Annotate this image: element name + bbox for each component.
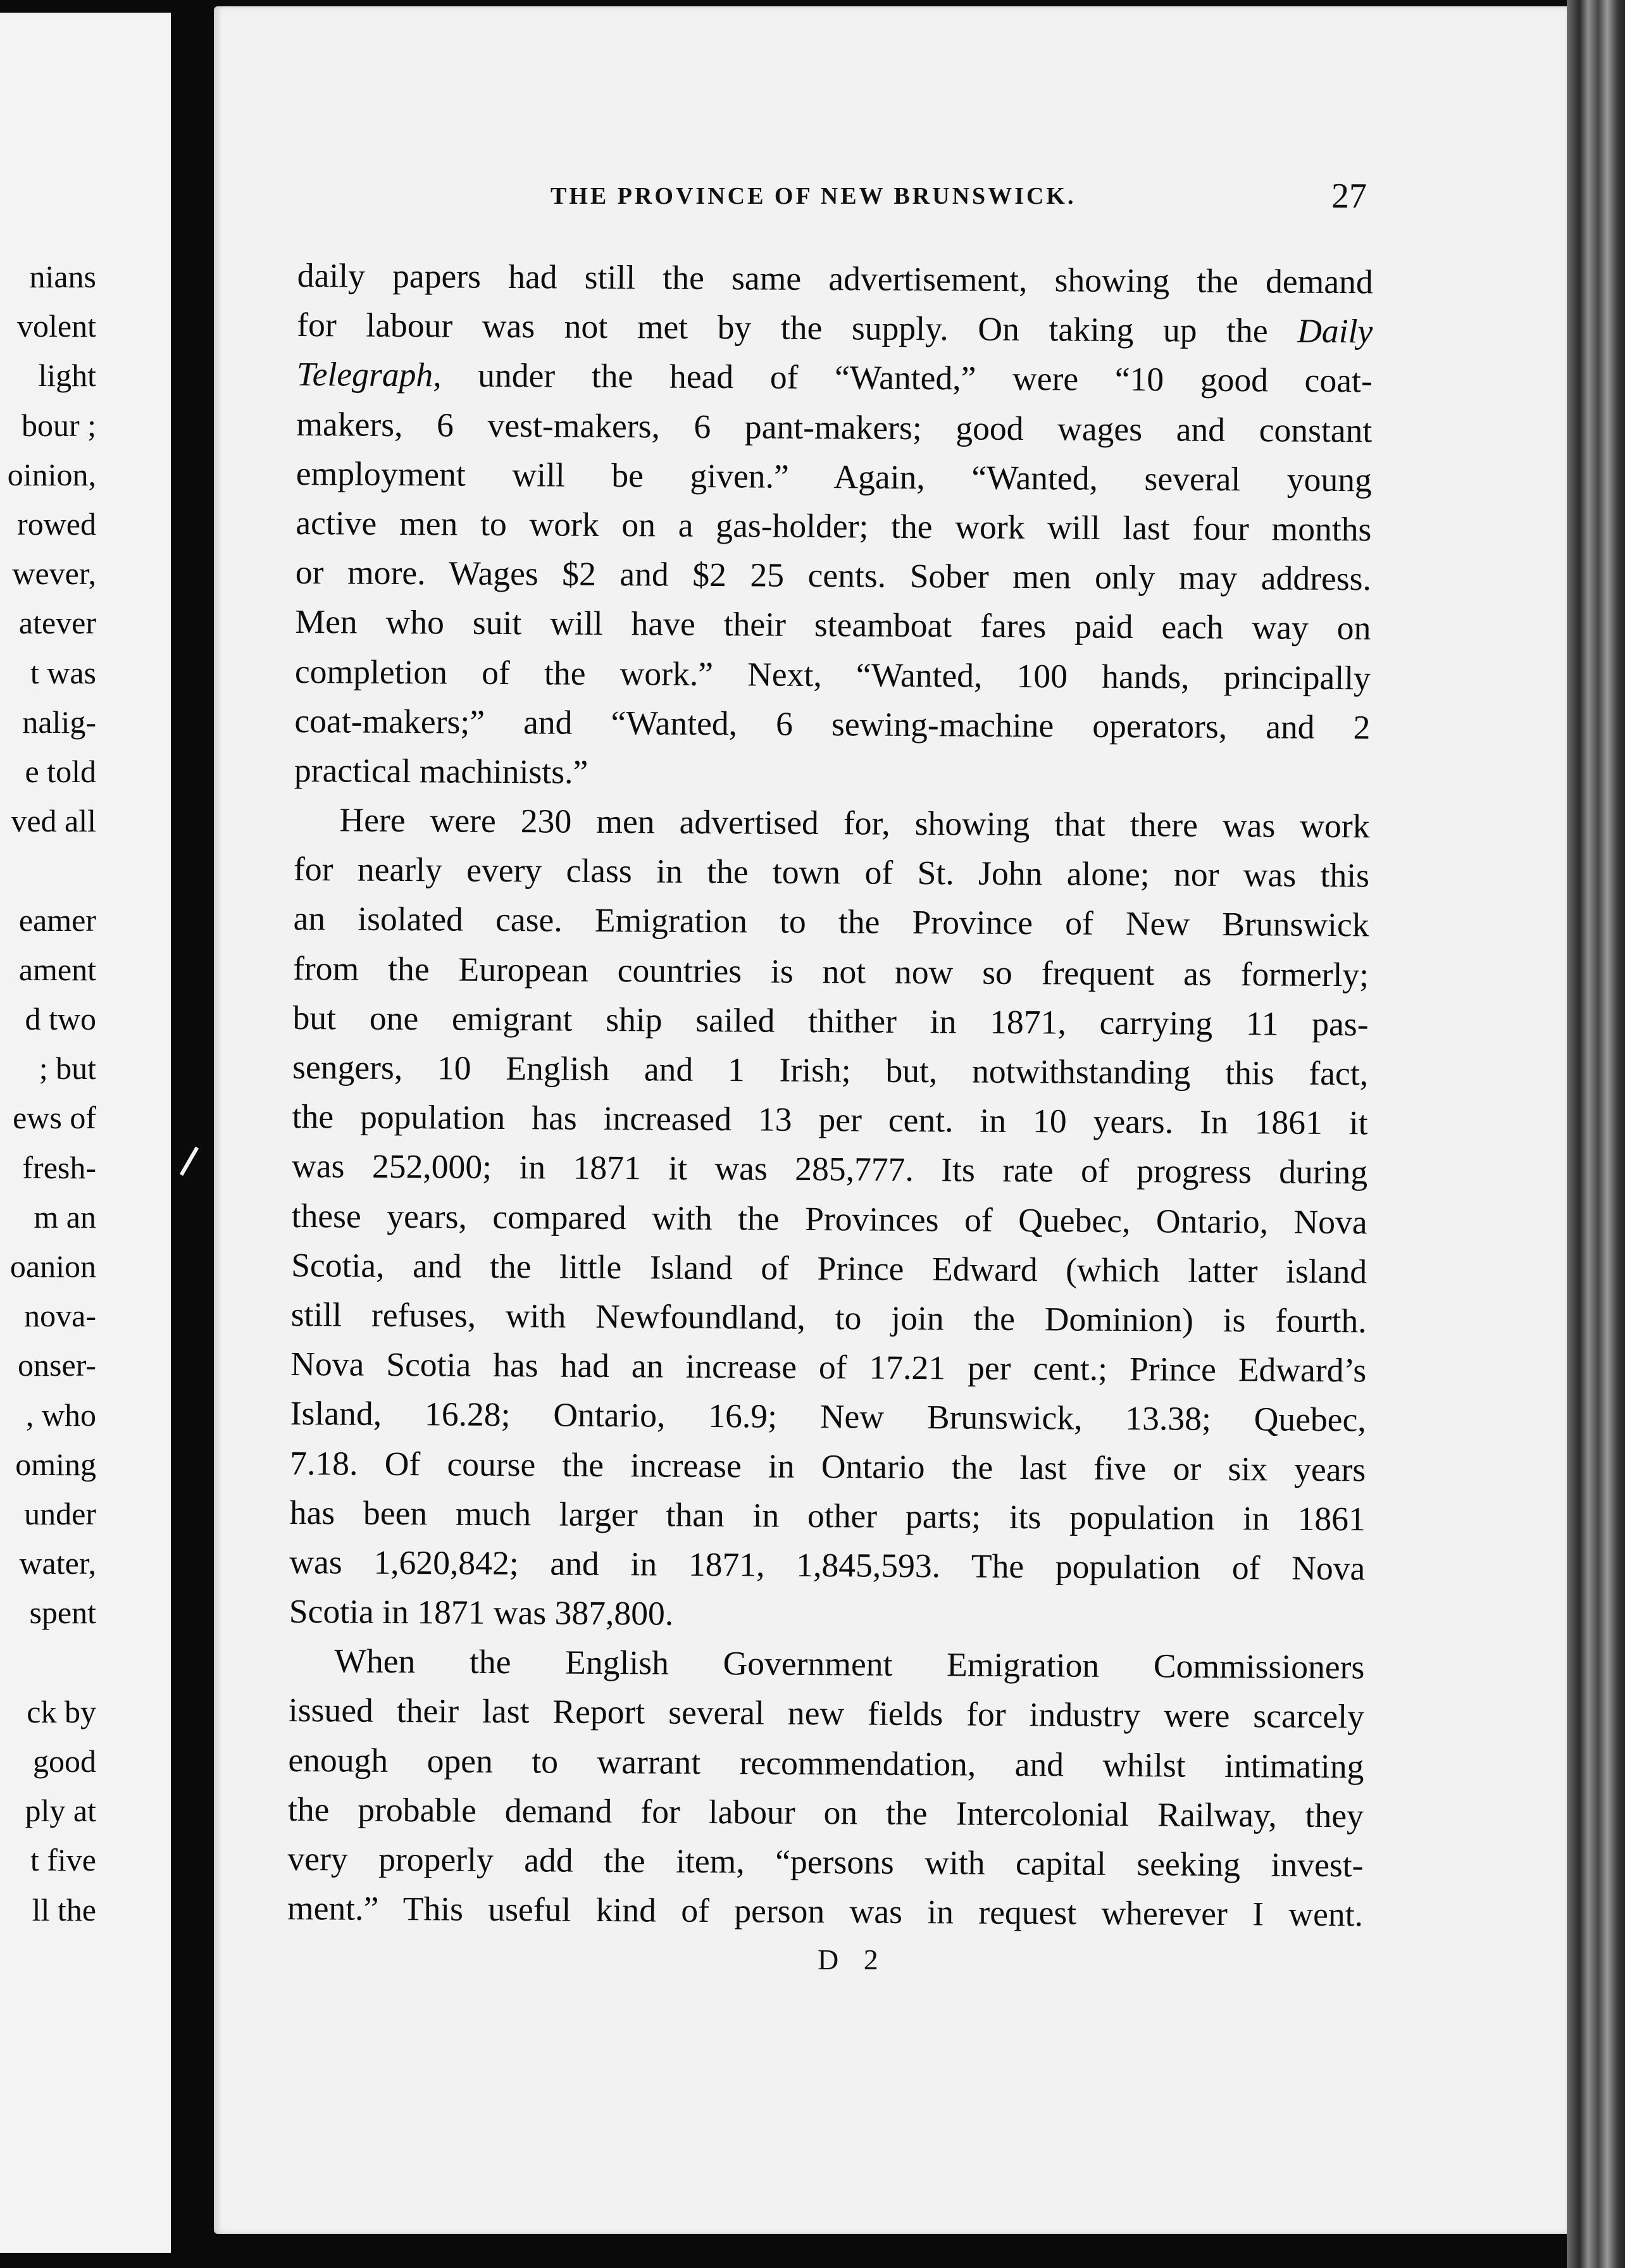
- text-line: daily papers had still the same advertisement, showing the demand: [297, 256, 1373, 301]
- text-line: Here were 230 men advertised for, showing that there was work: [339, 801, 1370, 845]
- left-page-line: oanion: [9, 1249, 96, 1284]
- left-page-line: t was: [30, 654, 96, 690]
- text-line: was 1,620,842; and in 1871, 1,845,593. The population of Nova: [289, 1542, 1366, 1588]
- italic-title: Telegraph,: [296, 355, 442, 394]
- left-page-line: ament: [18, 951, 96, 987]
- text-line: makers, 6 vest-makers, 6 pant-makers; good wages and constant: [296, 404, 1373, 449]
- page-number: 27: [1331, 177, 1367, 216]
- text-line: was 252,000; in 1871 it was 285,777. Its rate of progress during: [291, 1147, 1368, 1192]
- left-page-line: light: [38, 358, 96, 394]
- body-text: [287, 251, 1373, 1940]
- text-line: Scotia in 1871 was 387,800.: [289, 1592, 674, 1633]
- left-page-line: t five: [30, 1842, 96, 1878]
- text-line: very properly add the item, “persons with capital seeking invest-: [287, 1839, 1364, 1885]
- left-page-line: oinion,: [7, 456, 96, 492]
- text-line: active men to work on a gas-holder; the work will last four months: [296, 503, 1372, 549]
- left-page-line: ll the: [32, 1891, 96, 1928]
- left-page-line: d two: [25, 1001, 96, 1037]
- text-line: an isolated case. Emigration to the Province of New Brunswick: [293, 899, 1369, 944]
- left-facing-page: [0, 13, 173, 2253]
- text-line: Nova Scotia has had an increase of 17.21 per cent.; Prince Edward’s: [290, 1345, 1367, 1390]
- text-line: ment.” This useful kind of person was in request wherever I went.: [287, 1889, 1364, 1934]
- left-page-line: good: [33, 1743, 96, 1779]
- left-page-line: under: [24, 1496, 96, 1531]
- text-run: for labour was not met by the supply. On taking up the: [297, 306, 1268, 350]
- text-line: completion of the work.” Next, “Wanted, 100 hands, principally: [294, 652, 1371, 697]
- text-line: from the European countries is not now so frequent as formerly;: [292, 949, 1369, 994]
- left-page-line: atever: [18, 605, 96, 641]
- left-page-line: nians: [29, 259, 96, 294]
- text-line: these years, compared with the Provinces of Quebec, Ontario, Nova: [291, 1196, 1367, 1241]
- text-line: [297, 349, 1373, 406]
- text-line: practical machinists.”: [294, 751, 588, 791]
- text-line: [297, 300, 1373, 356]
- text-line: for nearly every class in the town of St. John alone; nor was this: [293, 850, 1370, 895]
- left-page-line: ; but: [39, 1050, 96, 1087]
- text-line: coat-makers;” and “Wanted, 6 sewing-machine operators, and 2: [294, 701, 1371, 747]
- left-page-line: wever,: [12, 556, 96, 592]
- text-line: Scotia, and the little Island of Prince Edward (which latter island: [291, 1245, 1367, 1291]
- italic-title: Daily: [1297, 311, 1373, 351]
- text-line: issued their last Report several new fields for industry were scarcely: [288, 1691, 1365, 1736]
- left-page-line: oming: [15, 1446, 96, 1482]
- left-page-line: fresh-: [22, 1149, 96, 1185]
- left-page-line: nalig-: [22, 704, 96, 740]
- left-page-line: ck by: [27, 1693, 96, 1729]
- text-line: or more. Wages $2 and $2 25 cents. Sober men only may address.: [295, 553, 1372, 598]
- left-page-line: spent: [29, 1595, 96, 1631]
- text-line: the probable demand for labour on the Intercolonial Railway, they: [287, 1790, 1364, 1835]
- left-page-line: onser-: [18, 1347, 96, 1383]
- text-line: Men who suit will have their steamboat fares paid each way on: [295, 602, 1371, 647]
- text-line: but one emigrant ship sailed thither in 1871, carrying 11 pas-: [292, 998, 1369, 1044]
- running-head: THE PROVINCE OF NEW BRUNSWICK.: [551, 183, 1076, 209]
- text-run: under the head of “Wanted,” were “10 good coat-: [441, 356, 1373, 400]
- text-line: Island, 16.28; Ontario, 16.9; New Brunswick, 13.38; Quebec,: [290, 1394, 1366, 1439]
- left-page-line: ply at: [25, 1793, 96, 1829]
- left-page-line: ews of: [13, 1100, 96, 1136]
- text-line: enough open to warrant recommendation, and whilst intimating: [288, 1740, 1364, 1785]
- left-page-line: rowed: [17, 506, 96, 542]
- text-line: employment will be given.” Again, “Wanted, several young: [296, 454, 1373, 499]
- text-line: When the English Government Emigration Commissioners: [334, 1642, 1365, 1686]
- left-page-line: water,: [19, 1545, 96, 1581]
- left-page-line: volent: [17, 308, 96, 344]
- left-page-line: e told: [25, 754, 96, 789]
- text-line: the population has increased 13 per cent. in 10 years. In 1861 it: [292, 1097, 1368, 1142]
- page-edges: [1567, 0, 1625, 2268]
- left-page-line: bour ;: [21, 407, 96, 443]
- book-gutter: [171, 0, 216, 2268]
- left-page-line: m an: [34, 1199, 96, 1235]
- text-line: still refuses, with Newfoundland, to join the Dominion) is fourth.: [290, 1295, 1367, 1340]
- signature-mark: D 2: [818, 1943, 887, 1976]
- left-page-line: nova-: [24, 1298, 96, 1334]
- left-page-line: , who: [25, 1397, 96, 1433]
- text-line: sengers, 10 English and 1 Irish; but, notwithstanding this fact,: [292, 1047, 1369, 1093]
- text-line: has been much larger than in other parts; its population in 1861: [289, 1493, 1366, 1538]
- left-page-line: ved all: [11, 803, 96, 839]
- left-page-line: eamer: [18, 902, 96, 938]
- text-line: 7.18. Of course the increase in Ontario the last five or six years: [290, 1443, 1366, 1488]
